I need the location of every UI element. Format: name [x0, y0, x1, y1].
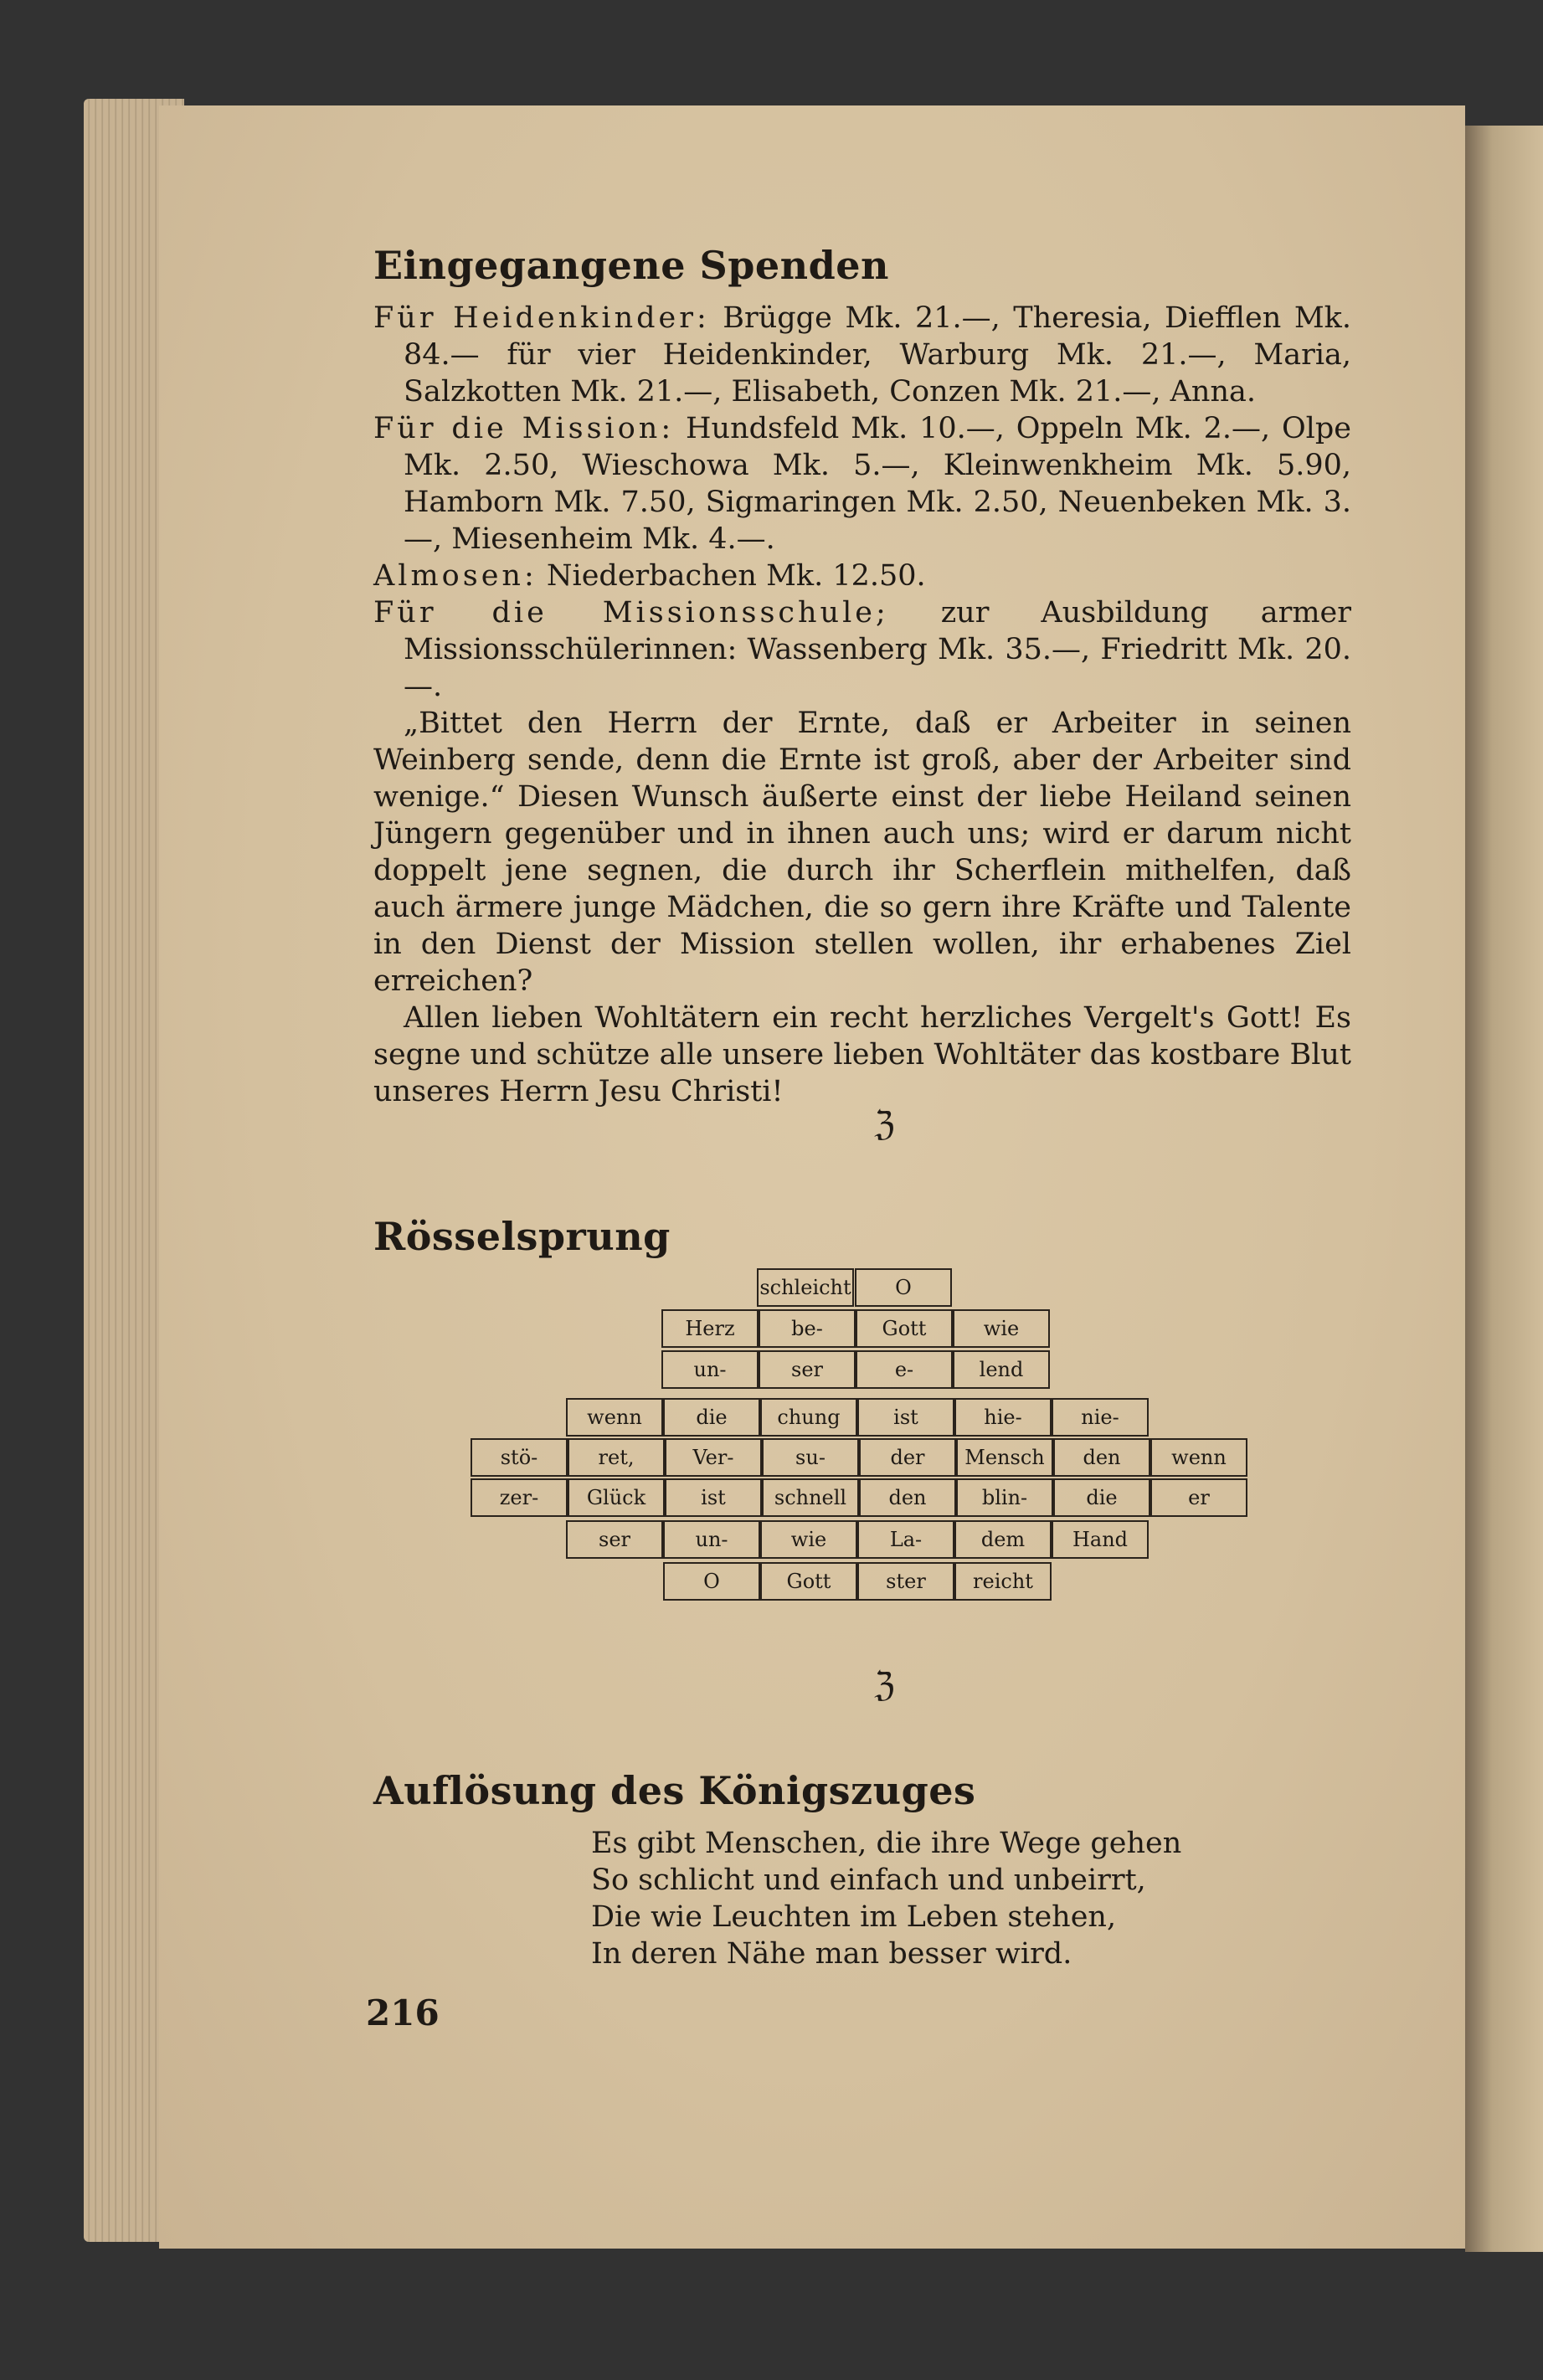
grid-cell: blin-	[956, 1478, 1053, 1517]
grid-cell: zer-	[471, 1478, 568, 1517]
grid-cell: Glück	[568, 1478, 665, 1517]
grid-cell: O	[855, 1268, 952, 1307]
grid-cell: Hand	[1052, 1520, 1149, 1559]
grid-cell: Gott	[856, 1309, 953, 1348]
ornament-icon: ℨ	[874, 1666, 895, 1704]
paragraph-body: Hundsfeld Mk. 10.—, Oppeln Mk. 2.—, Olpe Mk. 2.50, Wieschowa Mk. 5.—, Kleinwenkheim Mk. 5.90, Hamborn Mk. 7.50, Sigmaringen Mk. 2.50, Neuenbeken Mk. 3.—, Miesenheim Mk. 4.—.	[404, 412, 1351, 556]
paragraph-label: Für Heidenkinder:	[373, 301, 710, 335]
grid-cell: schleicht	[757, 1268, 854, 1307]
paragraph-label: Almosen:	[373, 559, 537, 593]
grid-cell: be-	[759, 1309, 856, 1348]
grid-cell: su-	[762, 1438, 859, 1477]
grid-cell: ser	[759, 1350, 856, 1389]
grid-cell: ser	[566, 1520, 663, 1559]
grid-cell: den	[859, 1478, 956, 1517]
section-title-roesselsprung: Rösselsprung	[373, 1214, 671, 1259]
grid-cell: ster	[857, 1562, 954, 1601]
paragraph-body: zur Ausbildung armer Missionsschülerinnen: Wassenberg Mk. 35.—, Friedritt Mk. 20.—.	[404, 596, 1351, 703]
grid-cell: Herz	[661, 1309, 759, 1348]
grid-cell: stö-	[471, 1438, 568, 1477]
grid-cell: lend	[953, 1350, 1050, 1389]
grid-cell: wie	[953, 1309, 1050, 1348]
poem-line: Die wie Leuchten im Leben stehen,	[591, 1900, 1117, 1934]
grid-cell: Gott	[760, 1562, 857, 1601]
paragraph-almosen	[373, 558, 1351, 594]
grid-cell: ist	[665, 1478, 762, 1517]
donations-text	[373, 300, 1351, 1110]
grid-cell: chung	[760, 1398, 857, 1437]
paragraph-heidenkinder	[373, 300, 1351, 410]
grid-cell: die	[663, 1398, 760, 1437]
grid-cell: der	[859, 1438, 956, 1477]
grid-cell: dem	[954, 1520, 1052, 1559]
grid-cell: e-	[856, 1350, 953, 1389]
grid-cell: die	[1053, 1478, 1150, 1517]
poem	[591, 1825, 1181, 1972]
paragraph-mission	[373, 410, 1351, 558]
grid-cell: un-	[663, 1520, 760, 1559]
ornament-icon: ℨ	[874, 1105, 895, 1144]
grid-cell: schnell	[762, 1478, 859, 1517]
poem-line: Es gibt Menschen, die ihre Wege gehen	[591, 1827, 1182, 1860]
paragraph-appeal: „Bittet den Herrn der Ernte, daß er Arbeiter in seinen Weinberg sende, denn die Ernte ist groß, aber der Arbeiter sind wenige.“ Diesen Wunsch äußerte einst der liebe Heiland seinen Jüngern gegenüber und in ihnen auch uns; wird er darum nicht doppelt jene segnen, die durch ihr Scherflein mithelfen, daß auch ärmere junge Mädchen, die so gern ihre Kräfte und Talente in den Dienst der Mission stellen wollen, ihr erhabenes Ziel erreichen?	[373, 707, 1351, 998]
paragraph-thanks: Allen lieben Wohltätern ein recht herzliches Vergelt's Gott! Es segne und schütze alle unsere lieben Wohltäter das kostbare Blut unseres Herrn Jesu Christi!	[373, 1001, 1351, 1108]
grid-cell: La-	[857, 1520, 954, 1559]
poem-line: So schlicht und einfach und unbeirrt,	[591, 1863, 1146, 1897]
grid-cell: hie-	[954, 1398, 1052, 1437]
grid-cell: wenn	[1150, 1438, 1247, 1477]
grid-cell: reicht	[954, 1562, 1052, 1601]
grid-cell: den	[1053, 1438, 1150, 1477]
paragraph-body: Niederbachen Mk. 12.50.	[546, 559, 926, 593]
paragraph-body: Brügge Mk. 21.—, Theresia, Diefflen Mk. 84.— für vier Heidenkinder, Warburg Mk. 21.—, Maria, Salzkotten Mk. 21.—, Elisabeth, Conzen Mk. 21.—, Anna.	[404, 301, 1351, 409]
page-gutter	[1465, 126, 1543, 2252]
grid-cell: Mensch	[956, 1438, 1053, 1477]
grid-cell: ret,	[568, 1438, 665, 1477]
grid-cell: O	[663, 1562, 760, 1601]
grid-cell: wenn	[566, 1398, 663, 1437]
section-title-aufloesung: Auflösung des Königszuges	[373, 1768, 976, 1813]
grid-cell: ist	[857, 1398, 954, 1437]
grid-cell: er	[1150, 1478, 1247, 1517]
paragraph-label: Für die Missionsschule;	[373, 596, 889, 630]
grid-cell: wie	[760, 1520, 857, 1559]
grid-cell: un-	[661, 1350, 759, 1389]
paragraph-missionsschule	[373, 594, 1351, 705]
poem-line: In deren Nähe man besser wird.	[591, 1937, 1072, 1971]
paragraph-label: Für die Mission:	[373, 412, 675, 445]
section-title-spenden: Eingegangene Spenden	[373, 243, 889, 288]
page-number: 216	[366, 1992, 440, 2033]
grid-cell: Ver-	[665, 1438, 762, 1477]
grid-cell: nie-	[1052, 1398, 1149, 1437]
